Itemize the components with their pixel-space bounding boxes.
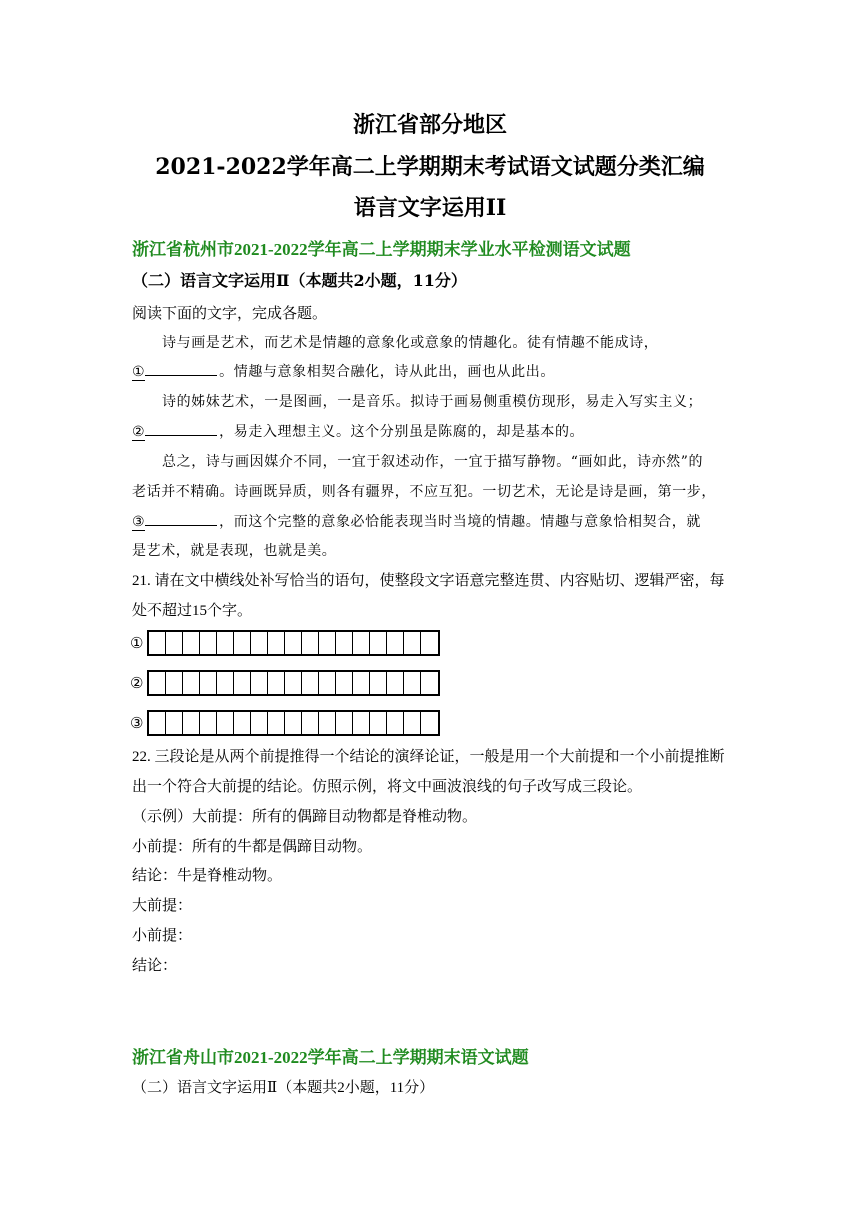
doc-title-main: 2021-2022学年高二上学期期末考试语文试题分类汇编 (155, 154, 705, 180)
question-21-line2: 处不超过15个字。 (132, 603, 253, 619)
answer-row-2 (130, 670, 440, 696)
example-conclusion: 结论：牛是脊椎动物。 (132, 868, 283, 884)
answer-row-label: ① (130, 634, 144, 652)
instruction-text: 阅读下面的文字，完成各题。 (132, 306, 328, 322)
doc-title-region: 浙江省部分地区 (352, 112, 507, 138)
answer-minor-premise-label: 小前提： (132, 928, 193, 944)
answer-major-premise-label: 大前提： (132, 898, 193, 914)
passage-p3-line3 (132, 511, 701, 531)
passage-p2-line2-text: ，易走入理想主义。这个分别虽是陈腐的，却是基本的。 (219, 424, 585, 440)
passage-p1-line1: 诗与画是艺术，而艺术是情趣的意象化或意象的情趣化。徒有情趣不能成诗， (162, 335, 659, 351)
answer-row-3 (130, 710, 440, 736)
passage-p1-line2-text: 。情趣与意象相契合融化，诗从此出，画也从此出。 (219, 364, 555, 380)
example-minor-premise: 小前提：所有的牛都是偶蹄目动物。 (132, 839, 373, 855)
section-source-hangzhou: 浙江省杭州市2021-2022学年高二上学期期末学业水平检测语文试题 (132, 240, 631, 259)
passage-p3-line3-text: ，而这个完整的意象必恰能表现当时当境的情趣。情趣与意象恰相契合，就 (219, 514, 701, 530)
passage-p3-line4: 是艺术，就是表现，也就是美。 (132, 543, 337, 559)
question-22-line1: 22. 三段论是从两个前提推得一个结论的演绎论证，一般是用一个大前提和一个小前提推断 (132, 749, 725, 765)
section-source-zhoushan: 浙江省舟山市2021-2022学年高二上学期期末语文试题 (132, 1048, 529, 1067)
answer-row-label: ② (130, 674, 144, 692)
blank-3-line (145, 513, 217, 526)
question-21-line1: 21. 请在文中横线处补写恰当的语句，使整段文字语意完整连贯、内容贴切、逻辑严密，每 (132, 573, 725, 589)
answer-grid[interactable] (147, 630, 440, 656)
doc-title-topic: 语言文字运用II (353, 195, 507, 221)
answer-grid[interactable] (147, 670, 440, 696)
blank-marker-3: ③ (132, 514, 146, 530)
passage-p3-line2: 老话并不精确。诗画既异质，则各有疆界，不应互犯。一切艺术，无论是诗是画，第一步， (132, 484, 716, 500)
passage-p1-line2 (132, 361, 555, 381)
answer-grid[interactable] (147, 710, 440, 736)
answer-row-label: ③ (130, 714, 144, 732)
blank-1-line (145, 363, 217, 376)
passage-p2-line1: 诗的姊妹艺术，一是图画，一是音乐。拟诗于画易侧重模仿现形，易走入写实主义； (162, 394, 703, 410)
example-major-premise: （示例）大前提：所有的偶蹄目动物都是脊椎动物。 (132, 809, 478, 825)
passage-p2-line2 (132, 421, 584, 441)
question-22-line2: 出一个符合大前提的结论。仿照示例，将文中画波浪线的句子改写成三段论。 (132, 779, 643, 795)
answer-row-1 (130, 630, 440, 656)
section-heading: （二）语言文字运用Ⅱ（本题共2小题，11分） (132, 271, 467, 290)
passage-p3-line1: 总之，诗与画因媒介不同，一宜于叙述动作，一宜于描写静物。“画如此，诗亦然”的 (162, 454, 704, 470)
answer-conclusion-label: 结论： (132, 958, 178, 974)
blank-marker-1: ① (132, 364, 146, 380)
section-heading-2: （二）语言文字运用Ⅱ（本题共2小题，11分） (132, 1080, 435, 1096)
blank-2-line (145, 423, 217, 436)
blank-marker-2: ② (132, 424, 146, 440)
